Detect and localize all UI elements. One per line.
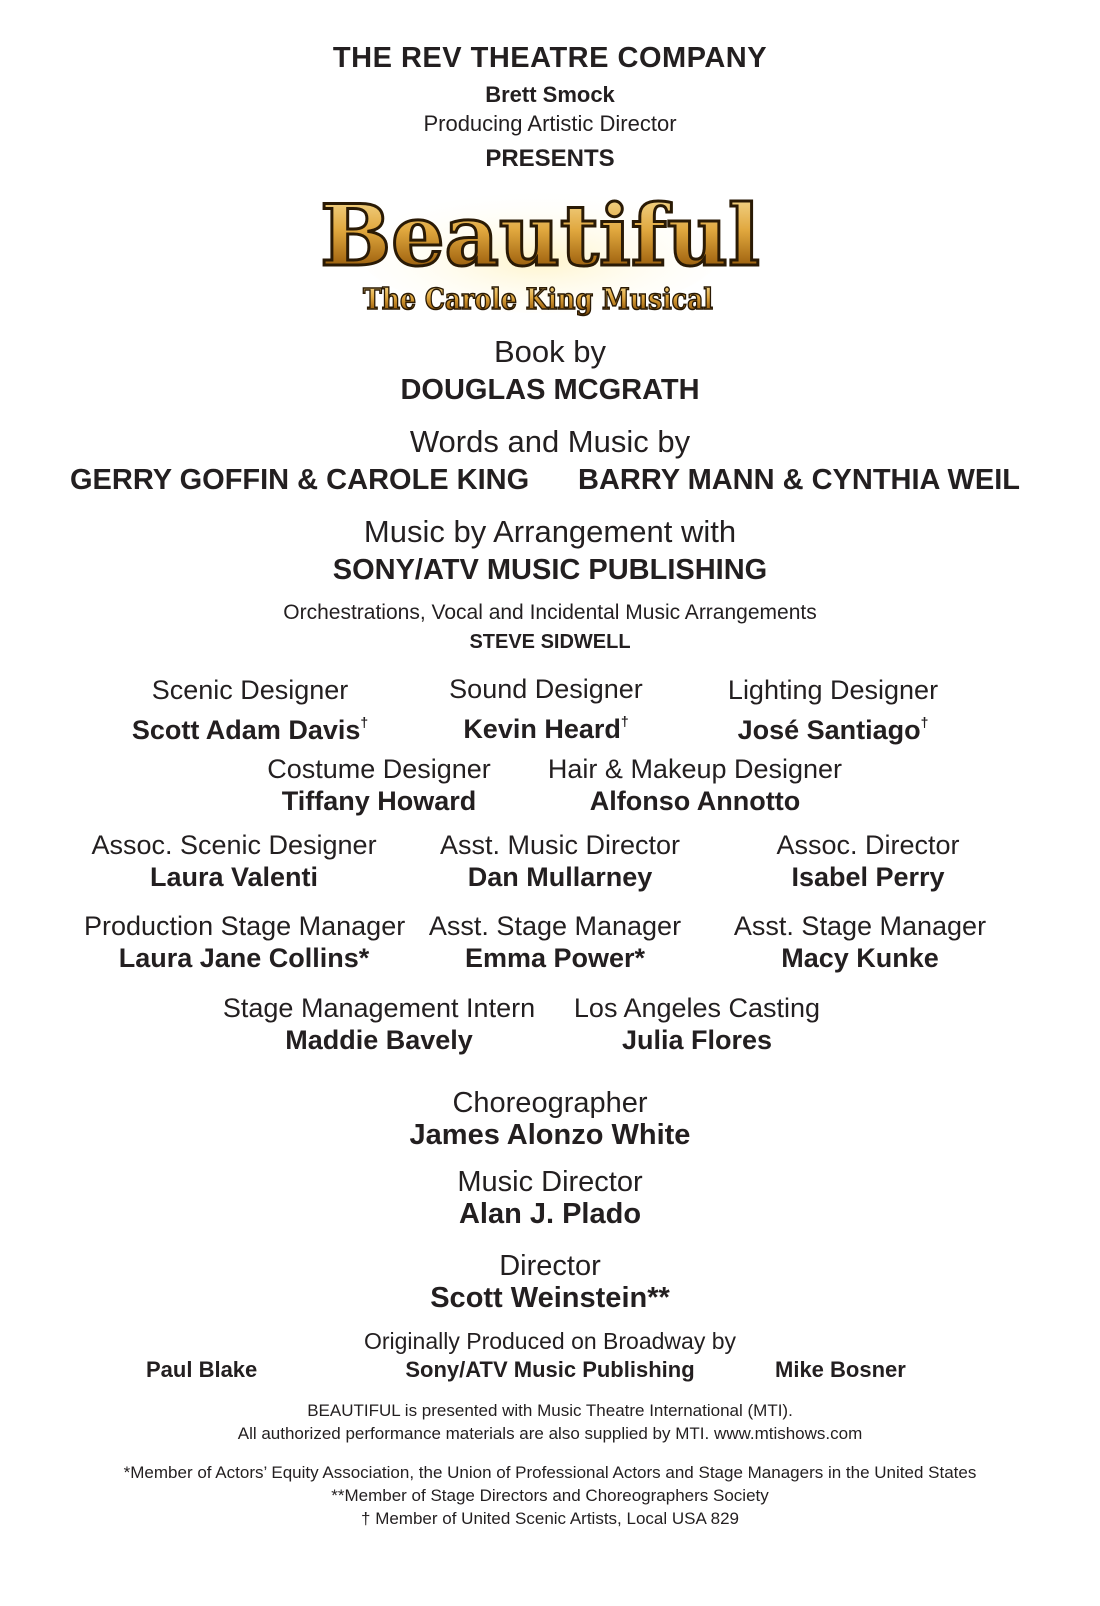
credit-role: Asst. Stage Manager: [428, 911, 682, 941]
credit-name: Dan Mullarney: [467, 862, 653, 892]
credit-role: Costume Designer: [267, 754, 491, 784]
company-name: THE REV THEATRE COMPANY: [332, 42, 768, 74]
credit-production-stage-manager: [84, 910, 404, 974]
credit-assoc-director: [718, 829, 1018, 893]
mti-notice-line1: BEAUTIFUL is presented with Music Theatre International (MTI).: [307, 1401, 793, 1420]
credit-asst-stage-manager-1: [405, 910, 705, 974]
credit-name: Isabel Perry: [791, 862, 945, 892]
credit-name: Macy Kunke: [781, 943, 939, 973]
credit-name: José Santiago†: [737, 714, 929, 745]
producing-director-title: Producing Artistic Director: [423, 111, 677, 136]
credit-role: Assoc. Director: [776, 830, 960, 860]
credit-costume-designer: [229, 753, 529, 817]
credit-name: James Alonzo White: [409, 1119, 691, 1151]
credit-name: Emma Power*: [464, 943, 646, 973]
broadway-producer-center: Sony/ATV Music Publishing: [405, 1357, 695, 1382]
book-label: Book by: [493, 334, 606, 369]
credit-los-angeles-casting: [547, 992, 847, 1056]
credit-name: Julia Flores: [621, 1025, 773, 1055]
credit-role: Asst. Music Director: [439, 830, 681, 860]
credit-name: Scott Weinstein**: [430, 1282, 670, 1314]
credit-role: Hair & Makeup Designer: [547, 754, 843, 784]
footnote-sdc: **Member of Stage Directors and Choreographers Society: [331, 1486, 769, 1505]
credit-role: Music Director: [457, 1166, 643, 1198]
credit-assoc-scenic-designer: [84, 829, 384, 893]
credit-role: Stage Management Intern: [222, 993, 536, 1023]
credit-role: Sound Designer: [449, 674, 643, 704]
arrangement-label: Music by Arrangement with: [363, 514, 737, 549]
words-music-right: BARRY MANN & CYNTHIA WEIL: [578, 464, 1020, 496]
broadway-label: Originally Produced on Broadway by: [363, 1328, 737, 1354]
credit-name: Laura Valenti: [149, 862, 319, 892]
credit-director: [0, 1250, 1100, 1314]
credit-role: Assoc. Scenic Designer: [91, 830, 377, 860]
credit-role: Production Stage Manager: [84, 911, 406, 941]
credit-stage-management-intern: [219, 992, 539, 1056]
credit-music-director: [0, 1166, 1100, 1230]
credit-role: Choreographer: [452, 1087, 648, 1119]
credit-asst-stage-manager-2: [710, 910, 1010, 974]
footnote-usa: † Member of United Scenic Artists, Local USA 829: [361, 1509, 739, 1528]
show-logo: [320, 183, 760, 325]
credit-asst-music-director: [410, 829, 710, 893]
orchestrations-label: Orchestrations, Vocal and Incidental Music Arrangements: [283, 601, 817, 624]
credit-name: Laura Jane Collins*: [118, 943, 370, 973]
credit-name: Tiffany Howard: [281, 786, 477, 816]
arrangement-name: SONY/ATV MUSIC PUBLISHING: [332, 554, 768, 586]
credit-name: Maddie Bavely: [285, 1025, 473, 1055]
footnote-equity: *Member of Actors’ Equity Association, the Union of Professional Actors and Stage Managers in the United States: [123, 1463, 977, 1482]
credit-role: Scenic Designer: [151, 675, 349, 705]
credit-name: Kevin Heard†: [463, 713, 629, 744]
broadway-producer-right: Mike Bosner: [775, 1357, 906, 1382]
credit-name: Alfonso Annotto: [589, 786, 801, 816]
logo-title: Beautiful: [320, 186, 760, 285]
orchestrations-name: STEVE SIDWELL: [469, 631, 631, 653]
words-music-left: GERRY GOFFIN & CAROLE KING: [70, 464, 530, 496]
book-author: DOUGLAS MCGRATH: [400, 374, 700, 406]
broadway-producer-left: Paul Blake: [146, 1357, 258, 1382]
credit-name: Scott Adam Davis†: [131, 714, 369, 745]
producing-director-name: Brett Smock: [485, 82, 615, 107]
words-music-label: Words and Music by: [409, 424, 691, 459]
credit-hair-makeup-designer: [545, 753, 845, 817]
credit-choreographer: [0, 1087, 1100, 1151]
mti-notice-line2: All authorized performance materials are also supplied by MTI. www.mtishows.com: [237, 1424, 863, 1443]
credit-role: Director: [499, 1250, 601, 1282]
credit-role: Lighting Designer: [727, 675, 939, 705]
credit-sound-designer: [396, 673, 696, 745]
credit-lighting-designer: [683, 674, 983, 746]
credit-name: Alan J. Plado: [458, 1198, 642, 1230]
logo-subtitle: The Carole King Musical: [363, 282, 713, 316]
credit-scenic-designer: [100, 674, 400, 746]
credit-role: Asst. Stage Manager: [733, 911, 987, 941]
presents-label: PRESENTS: [485, 145, 615, 172]
credit-role: Los Angeles Casting: [573, 993, 821, 1023]
